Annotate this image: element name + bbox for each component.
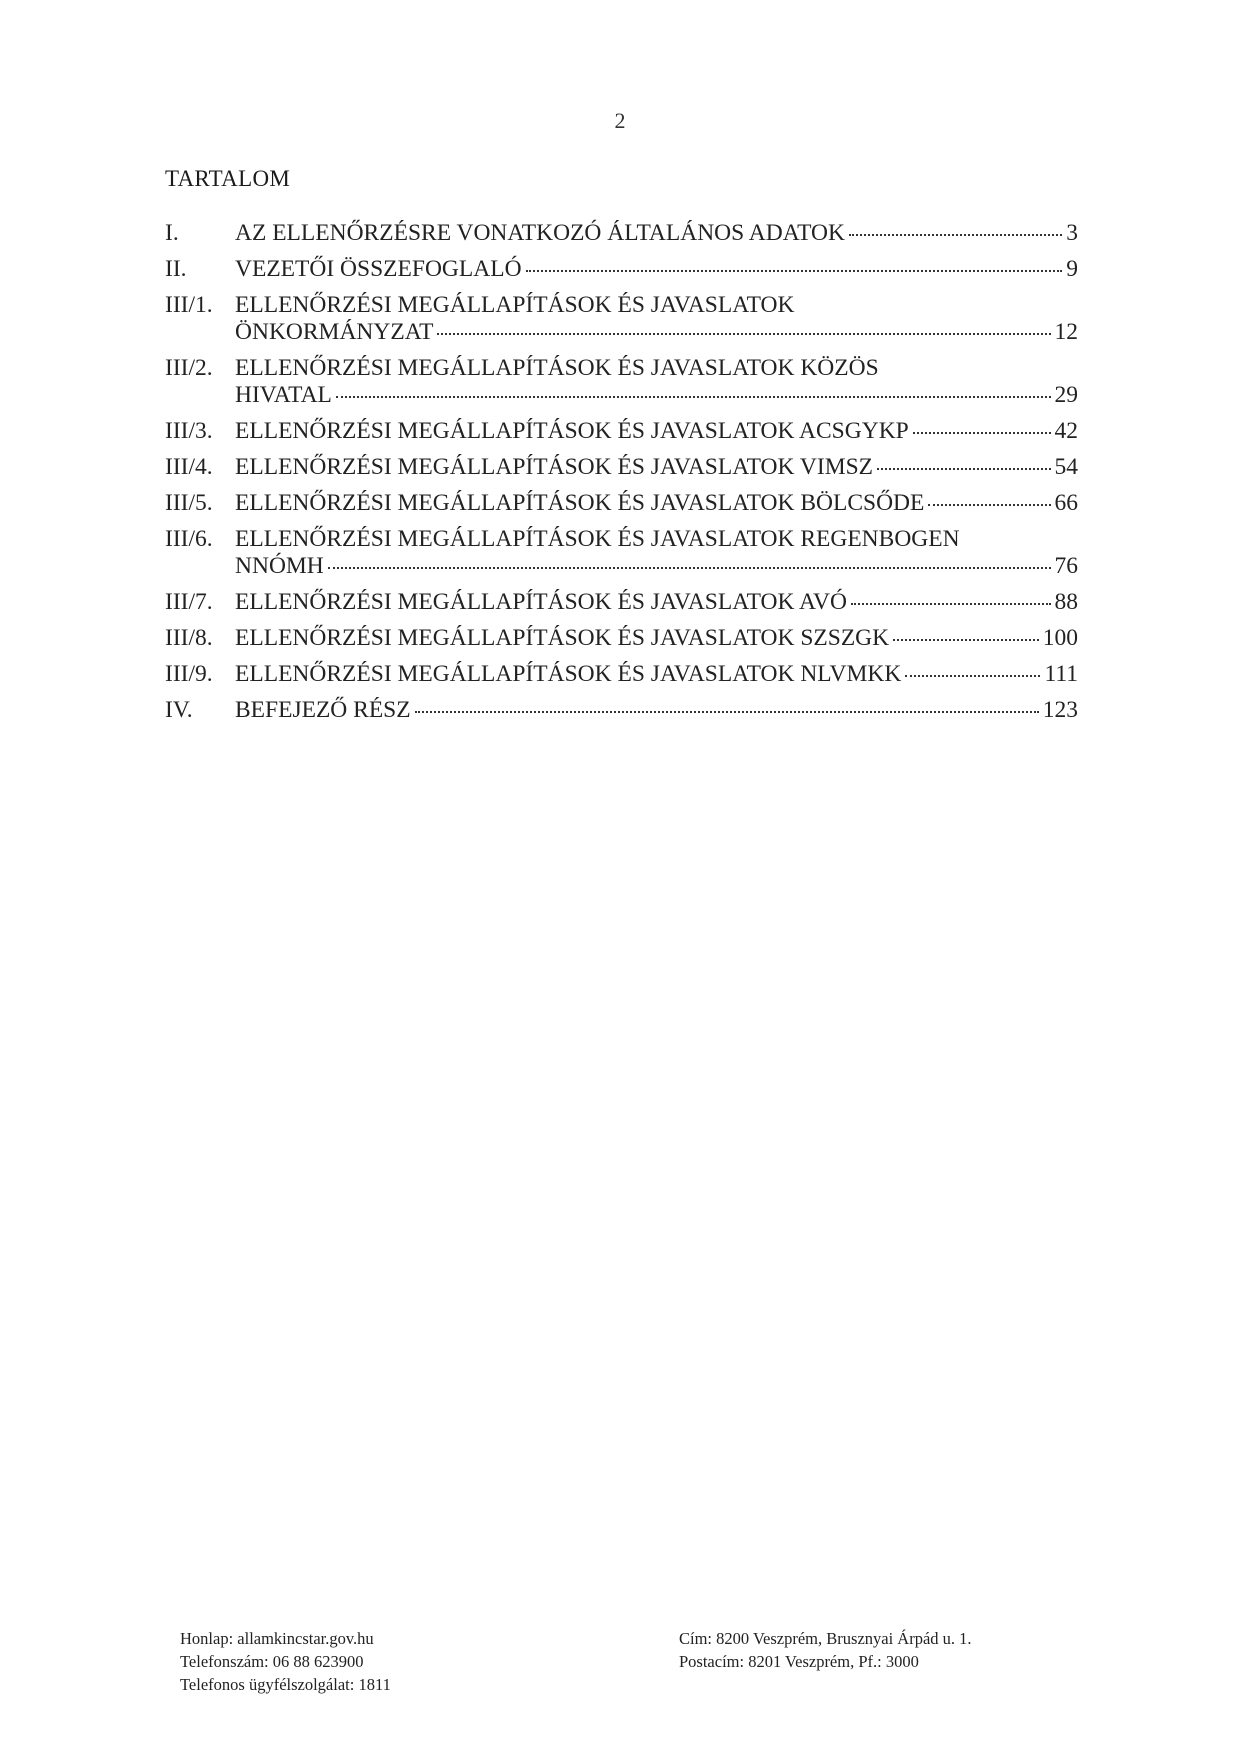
- toc-entry-page: 12: [1054, 319, 1078, 345]
- footer-website: Honlap: allamkincstar.gov.hu: [180, 1629, 374, 1648]
- toc-entry[interactable]: [165, 256, 1078, 283]
- toc-entry-number: II.: [165, 256, 187, 282]
- toc-entry-number: IV.: [165, 697, 193, 723]
- toc-entry[interactable]: [165, 589, 1078, 616]
- toc-entry-title: HIVATAL: [235, 382, 332, 408]
- toc-entry-title: ELLENŐRZÉSI MEGÁLLAPÍTÁSOK ÉS JAVASLATOK BÖLCSŐDE: [235, 490, 925, 516]
- footer-helpline: Telefonos ügyfélszolgálat: 1811: [180, 1675, 391, 1694]
- toc-entry-page: 88: [1054, 589, 1078, 615]
- toc-entry-title: BEFEJEZŐ RÉSZ: [235, 697, 411, 723]
- toc-entry-title: ELLENŐRZÉSI MEGÁLLAPÍTÁSOK ÉS JAVASLATOK NLVMKK: [235, 661, 902, 687]
- toc-entry-title: ELLENŐRZÉSI MEGÁLLAPÍTÁSOK ÉS JAVASLATOK ACSGYKP: [235, 418, 909, 444]
- toc-entry-title: AZ ELLENŐRZÉSRE VONATKOZÓ ÁLTALÁNOS ADATOK: [235, 220, 845, 246]
- dot-leader: [328, 567, 1051, 569]
- toc-entry-number: III/7.: [165, 589, 213, 615]
- footer-phone: Telefonszám: 06 88 623900: [180, 1652, 364, 1671]
- dot-leader: [849, 234, 1062, 236]
- dot-leader: [415, 711, 1039, 713]
- toc-entry-number: III/1.: [165, 292, 213, 318]
- footer-postal-address: Postacím: 8201 Veszprém, Pf.: 3000: [679, 1652, 919, 1671]
- toc-entry[interactable]: [165, 292, 1078, 346]
- footer-street-address: Cím: 8200 Veszprém, Brusznyai Árpád u. 1.: [679, 1629, 972, 1648]
- toc-entry-page: 111: [1044, 661, 1078, 687]
- toc-entry-page: 3: [1066, 220, 1078, 246]
- toc-entry-title: NNÓMH: [235, 553, 324, 579]
- toc-entry-number: III/8.: [165, 625, 213, 651]
- toc-entry-title-line: ELLENŐRZÉSI MEGÁLLAPÍTÁSOK ÉS JAVASLATOK KÖZÖS: [235, 355, 879, 381]
- toc-entry[interactable]: [165, 661, 1078, 688]
- toc-entry-page: 29: [1054, 382, 1078, 408]
- table-of-contents: [165, 220, 1078, 724]
- dot-leader: [437, 333, 1050, 335]
- toc-entry-number: III/3.: [165, 418, 213, 444]
- toc-entry-title: ELLENŐRZÉSI MEGÁLLAPÍTÁSOK ÉS JAVASLATOK VIMSZ: [235, 454, 874, 480]
- toc-title: TARTALOM: [165, 166, 291, 191]
- dot-leader: [905, 675, 1040, 677]
- toc-entry-page: 100: [1042, 625, 1078, 651]
- toc-entry-page: 9: [1066, 256, 1078, 282]
- toc-entry-title: ÖNKORMÁNYZAT: [235, 319, 434, 345]
- page-number: 2: [614, 108, 626, 133]
- toc-entry[interactable]: [165, 355, 1078, 409]
- toc-entry[interactable]: [165, 220, 1078, 247]
- toc-entry[interactable]: [165, 454, 1078, 481]
- toc-entry-page: 123: [1042, 697, 1078, 723]
- dot-leader: [526, 270, 1063, 272]
- dot-leader: [893, 639, 1039, 641]
- toc-entry[interactable]: [165, 418, 1078, 445]
- toc-entry[interactable]: [165, 625, 1078, 652]
- toc-entry-number: III/4.: [165, 454, 213, 480]
- toc-entry[interactable]: [165, 697, 1078, 724]
- toc-entry-title: VEZETŐI ÖSSZEFOGLALÓ: [235, 256, 522, 282]
- dot-leader: [877, 468, 1050, 470]
- toc-entry-title: ELLENŐRZÉSI MEGÁLLAPÍTÁSOK ÉS JAVASLATOK AVÓ: [235, 589, 847, 615]
- toc-entry-page: 54: [1054, 454, 1078, 480]
- toc-entry-page: 76: [1054, 553, 1078, 579]
- toc-entry-number: III/6.: [165, 526, 213, 552]
- toc-entry-page: 42: [1054, 418, 1078, 444]
- toc-entry-title-line: ELLENŐRZÉSI MEGÁLLAPÍTÁSOK ÉS JAVASLATOK: [235, 292, 795, 318]
- toc-entry[interactable]: [165, 526, 1078, 580]
- dot-leader: [851, 603, 1051, 605]
- toc-entry[interactable]: [165, 490, 1078, 517]
- toc-entry-page: 66: [1054, 490, 1078, 516]
- dot-leader: [928, 504, 1050, 506]
- toc-entry-number: III/2.: [165, 355, 213, 381]
- toc-entry-title-line: ELLENŐRZÉSI MEGÁLLAPÍTÁSOK ÉS JAVASLATOK REGENBOGEN: [235, 526, 960, 552]
- toc-entry-title: ELLENŐRZÉSI MEGÁLLAPÍTÁSOK ÉS JAVASLATOK SZSZGK: [235, 625, 890, 651]
- toc-entry-number: III/9.: [165, 661, 213, 687]
- dot-leader: [913, 432, 1051, 434]
- toc-entry-number: I.: [165, 220, 179, 246]
- footer-address: [679, 1627, 972, 1673]
- dot-leader: [336, 396, 1051, 398]
- footer-contact: [180, 1627, 391, 1696]
- toc-entry-number: III/5.: [165, 490, 213, 516]
